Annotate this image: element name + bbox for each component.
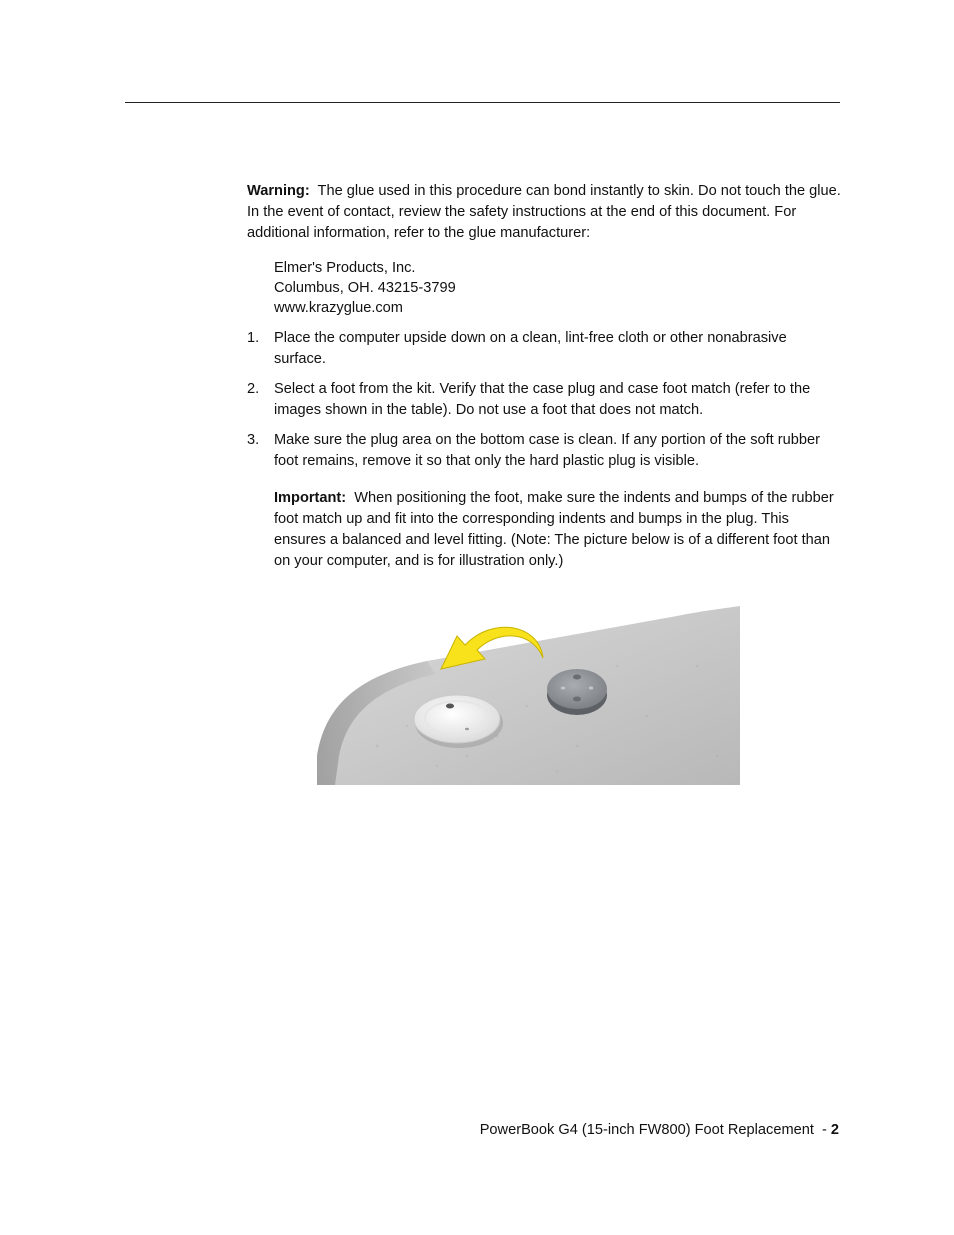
document-body (247, 181, 842, 572)
important-paragraph (247, 488, 842, 572)
header-rule (125, 102, 840, 103)
step-text: Place the computer upside down on a clean, lint-free cloth or other nonabrasive surface. (274, 330, 787, 367)
step-item (247, 430, 842, 472)
warning-paragraph (247, 181, 842, 244)
step-number: 2. (247, 381, 260, 397)
step-list (247, 328, 842, 472)
warning-label: Warning: (247, 183, 310, 199)
address-line-city: Columbus, OH. 43215-3799 (274, 280, 456, 296)
warning-text: The glue used in this procedure can bond instantly to skin. Do not touch the glue. In the event of contact, review the safety instructions at the end of this document. For additional information, refer to the glue manufacturer: (247, 183, 841, 241)
page-number: 2 (830, 1122, 839, 1138)
footer-title: PowerBook G4 (15-inch FW800) Foot Replacement (479, 1122, 814, 1138)
foot-replacement-illustration (317, 606, 740, 785)
step-item (247, 379, 842, 421)
important-text: When positioning the foot, make sure the indents and bumps of the rubber foot match up and fit into the corresponding indents and bumps in the plug. This ensures a balanced and level fitting. (Note: The picture below is of a different foot than on your computer, and is for illustration only.) (274, 490, 834, 569)
step-text: Select a foot from the kit. Verify that the case plug and case foot match (refer to the images shown in the table). Do not use a foot that does not match. (274, 381, 811, 418)
manufacturer-address (247, 258, 842, 318)
page-footer (480, 1122, 839, 1138)
step-text: Make sure the plug area on the bottom case is clean. If any portion of the soft rubber foot remains, remove it so that only the hard plastic plug is visible. (274, 432, 820, 469)
step-number: 3. (247, 432, 260, 448)
address-line-website: www.krazyglue.com (274, 300, 403, 316)
step-item (247, 328, 842, 370)
address-line-company: Elmer's Products, Inc. (274, 260, 416, 276)
case-foot-photo (317, 606, 740, 785)
footer-separator: - (822, 1122, 827, 1138)
step-number: 1. (247, 330, 260, 346)
important-label: Important: (274, 490, 347, 506)
